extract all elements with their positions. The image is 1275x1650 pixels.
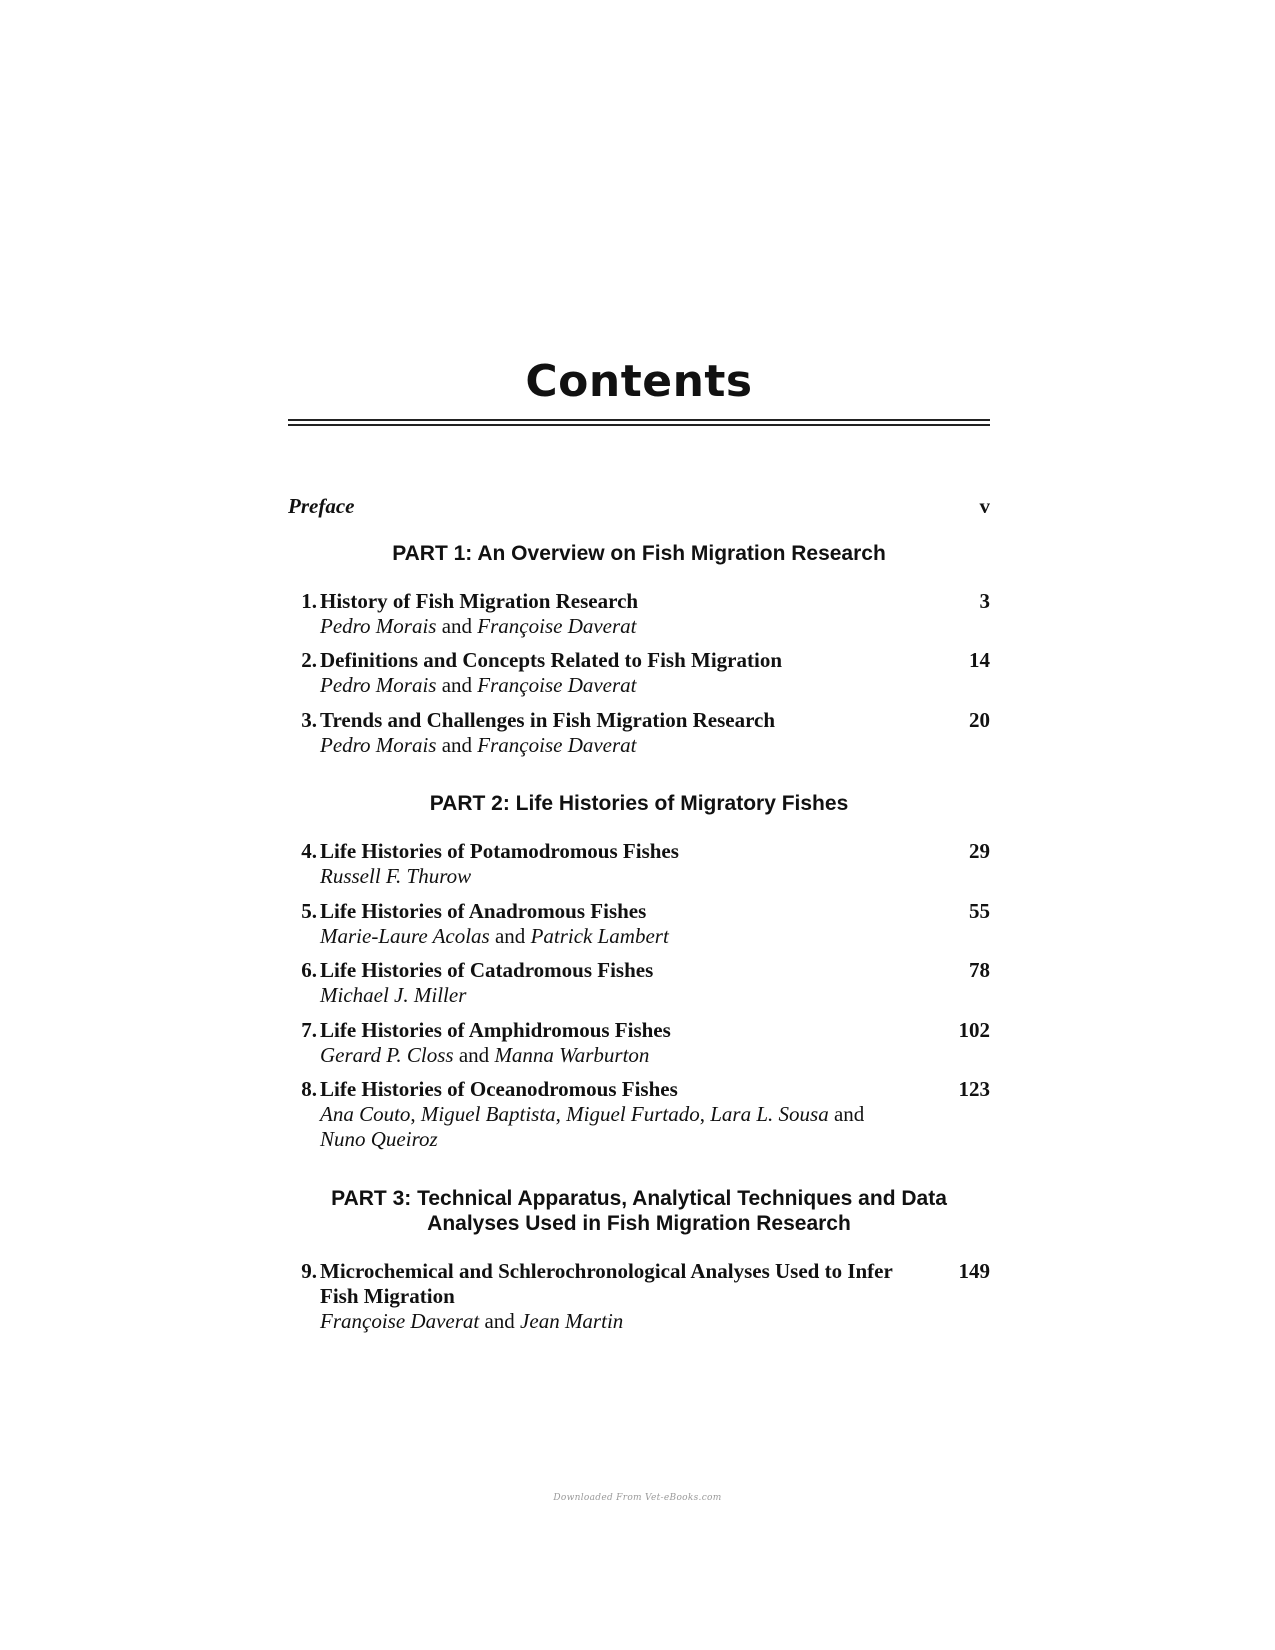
author-name: Patrick Lambert [530,924,669,948]
title-double-rule [288,419,990,426]
preface-page-number: v [979,494,990,518]
chapter-number: 8. [301,1077,317,1101]
chapter-page-number: 55 [969,899,990,923]
author-name: Françoise Daverat [477,733,637,757]
chapter-title: Definitions and Concepts Related to Fish Migration [320,648,782,672]
author-name: Manna Warburton [494,1043,650,1067]
author-name: Nuno Queiroz [320,1127,438,1151]
chapter-authors [320,1043,920,1068]
chapter-title: Life Histories of Anadromous Fishes [320,899,647,923]
chapter-authors [320,673,920,698]
author-name: Françoise Daverat [320,1309,480,1333]
chapter-number: 3. [301,708,317,732]
preface-entry[interactable] [288,493,990,519]
author-name: Lara L. Sousa [710,1102,829,1126]
part-2-heading: PART 2: Life Histories of Migratory Fishes [429,792,849,815]
toc-entry-chapter-8[interactable] [288,1077,990,1152]
chapter-authors [320,733,920,758]
author-name: Miguel Furtado [566,1102,700,1126]
chapter-number: 1. [301,589,317,613]
chapter-page-number: 102 [958,1018,990,1042]
chapter-page-number: 123 [958,1077,990,1101]
author-conjunction: and [494,924,526,948]
chapter-authors [320,864,920,889]
author-name: Russell F. Thurow [320,864,472,888]
chapter-number: 2. [301,648,317,672]
chapter-page-number: 14 [969,648,990,672]
author-conjunction: and [441,673,473,697]
chapter-authors [320,924,920,949]
chapter-page-number: 29 [969,839,990,863]
chapter-number: 6. [301,958,317,982]
chapter-authors [320,983,920,1008]
toc-entry-chapter-4[interactable] [288,839,990,889]
chapter-authors [320,1309,895,1334]
author-name: Françoise Daverat [477,673,637,697]
chapter-number: 9. [301,1259,317,1283]
chapter-number: 5. [301,899,317,923]
author-conjunction: and [484,1309,515,1333]
chapter-page-number: 149 [958,1259,990,1283]
chapter-title: Life Histories of Potamodromous Fishes [320,839,679,863]
author-name: Gerard P. Closs [320,1043,454,1067]
toc-entry-chapter-3[interactable] [288,708,990,758]
chapter-authors: Ana Couto, Miguel Baptista, Miguel Furtado, Lara L. Sousa and Nuno Queiroz [320,1102,865,1151]
author-conjunction: and [441,733,473,757]
chapter-authors [320,614,920,639]
toc-entry-chapter-5[interactable] [288,899,990,949]
toc-entry-chapter-7[interactable] [288,1018,990,1068]
preface-title: Preface [288,494,355,518]
toc-entry-chapter-6[interactable] [288,958,990,1008]
chapter-title: Life Histories of Oceanodromous Fishes [320,1077,678,1101]
author-name: Jean Martin [520,1309,624,1333]
author-conjunction: and [441,614,473,638]
toc-entry-chapter-9[interactable] [288,1259,990,1334]
author-name: Ana Couto [320,1102,411,1126]
chapter-title: Microchemical and Schlerochronological Analyses Used to Infer Fish Migration [320,1259,893,1308]
author-name: Pedro Morais [320,673,437,697]
chapter-page-number: 20 [969,708,990,732]
author-name: Marie-Laure Acolas [320,924,490,948]
part-1-heading: PART 1: An Overview on Fish Migration Research [392,542,886,565]
part-3-heading: PART 3: Technical Apparatus, Analytical Techniques and Data Analyses Used in Fish Migration Research [331,1187,947,1235]
toc-entry-chapter-2[interactable] [288,648,990,698]
chapter-title: History of Fish Migration Research [320,589,639,613]
author-name: Michael J. Miller [320,983,467,1007]
author-name: Miguel Baptista [420,1102,556,1126]
chapter-number: 7. [301,1018,317,1042]
chapter-title: Life Histories of Amphidromous Fishes [320,1018,671,1042]
contents-page [288,355,990,1334]
author-conjunction: and [833,1102,865,1126]
author-name: Pedro Morais [320,614,437,638]
footer-watermark: Downloaded From Vet-eBooks.com [553,1493,722,1503]
author-conjunction: and [458,1043,490,1067]
author-name: Pedro Morais [320,733,437,757]
chapter-number: 4. [301,839,317,863]
chapter-page-number: 78 [969,958,990,982]
chapter-title: Trends and Challenges in Fish Migration Research [320,708,776,732]
page-title: Contents [525,356,753,407]
toc-entry-chapter-1[interactable] [288,589,990,639]
chapter-page-number: 3 [979,589,990,613]
author-name: Françoise Daverat [477,614,637,638]
chapter-title: Life Histories of Catadromous Fishes [320,958,654,982]
